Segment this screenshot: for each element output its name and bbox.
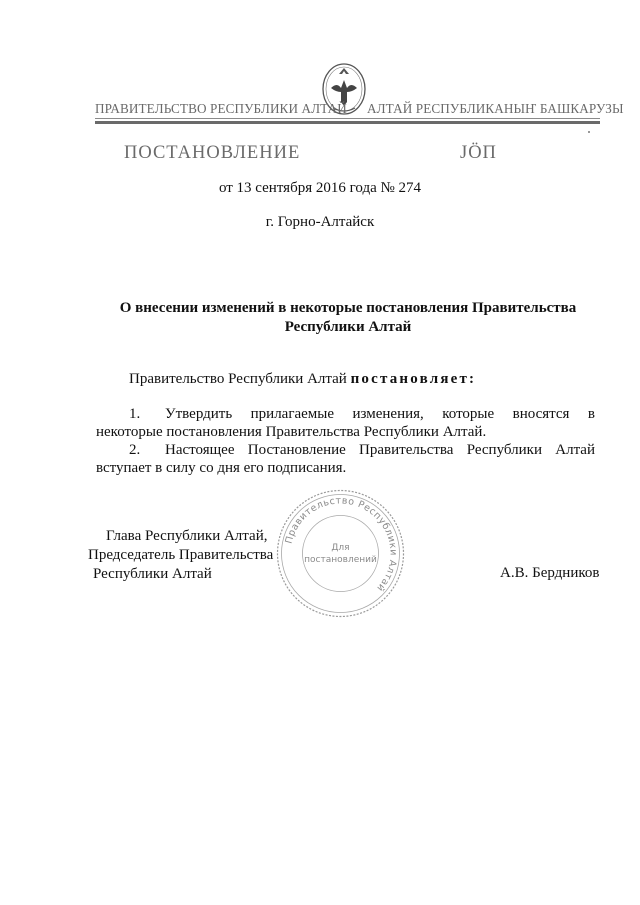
seal-ring-text: Правительство Республики Алтай bbox=[283, 495, 399, 594]
position-line-2: Председатель Правительства bbox=[88, 547, 274, 563]
item-number: 1. bbox=[129, 406, 141, 422]
position-line-3: Республики Алтай bbox=[93, 566, 212, 582]
item-line-1: 2. Настоящее Постановление Правительства Республики Алтай bbox=[129, 442, 595, 458]
city-line: г. Горно-Алтайск bbox=[265, 214, 375, 230]
title-line-1: О внесении изменений в некоторые постановления Правительства bbox=[119, 300, 577, 316]
signatory-position bbox=[88, 527, 278, 584]
scan-speck bbox=[588, 131, 590, 133]
item-line-2: некоторые постановления Правительства Республики Алтай. bbox=[96, 424, 487, 440]
header-rule-thick bbox=[95, 121, 600, 124]
doc-type-altai: JӦП bbox=[460, 143, 497, 163]
org-name-altai: АЛТАЙ РЕСПУБЛИКАНЫҤ БАШКАРУЗЫ bbox=[367, 101, 624, 116]
list-item bbox=[96, 441, 595, 477]
title-line-2: Республики Алтай bbox=[284, 319, 412, 335]
list-item bbox=[96, 405, 595, 441]
official-seal-stamp bbox=[273, 486, 408, 621]
preamble-verb: постановляет: bbox=[350, 371, 477, 387]
position-line-1: Глава Республики Алтай, bbox=[106, 528, 268, 544]
doc-type-russian: ПОСТАНОВЛЕНИЕ bbox=[124, 143, 301, 163]
header-rule-thin bbox=[95, 118, 600, 119]
preamble-text: Правительство Республики Алтай bbox=[129, 371, 351, 387]
item-number: 2. bbox=[129, 442, 141, 458]
item-line-1: 1. Утвердить прилагаемые изменения, которые вносятся в bbox=[129, 406, 595, 422]
preamble bbox=[129, 371, 476, 388]
document-title bbox=[96, 299, 600, 337]
signatory-name: А.В. Бердников bbox=[500, 565, 600, 581]
item-line-2: вступает в силу со дня его подписания. bbox=[96, 460, 347, 476]
seal-center-line-1: Для bbox=[331, 543, 350, 553]
seal-center-line-2: постановлений bbox=[304, 555, 377, 565]
org-name-russian: ПРАВИТЕЛЬСТВО РЕСПУБЛИКИ АЛТАЙ bbox=[95, 101, 347, 116]
date-number-line: от 13 сентября 2016 года № 274 bbox=[218, 180, 422, 196]
